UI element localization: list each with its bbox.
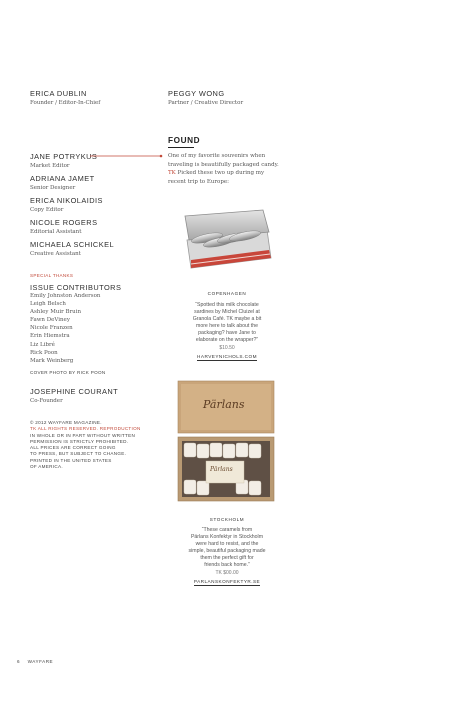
page-number: 6 (17, 659, 21, 664)
contributor: Fawn DeViney (30, 317, 70, 324)
staff-name: ERICA NIKOLAIDIS (30, 196, 103, 205)
item1-link[interactable] (172, 354, 282, 359)
special-thanks-label: SPECIAL THANKS (30, 273, 74, 278)
cover-photo-credit: COVER PHOTO BY RICK POON (30, 370, 106, 375)
item1-city: COPENHAGEN (207, 291, 247, 296)
contributor: Leigh Belsch (30, 301, 66, 308)
staff-erica (30, 196, 103, 213)
staff-role: Creative Assistant (30, 251, 81, 257)
contributor: Liz Libré (30, 341, 55, 348)
quote-line: elaborate on the wrapper?” (195, 337, 259, 344)
box-card-brand: Pärlans (210, 466, 233, 473)
contributor: Ashley Muir Bruin (30, 309, 82, 316)
cofounder (30, 387, 118, 404)
staff-name: JANE POTRYKUS (30, 152, 98, 161)
found-body-text-end: Picked these two up during my recent trip to Europe: (168, 170, 265, 185)
staff-role: Market Editor (30, 163, 70, 169)
staff-name: NICOLE ROGERS (30, 218, 98, 227)
masthead-partner (168, 89, 243, 106)
partner-name: PEGGY WONG (168, 89, 225, 98)
item1-quote (172, 302, 282, 345)
page-footer (17, 659, 53, 664)
legal-line: © 2012 WAYFARE MAGAZINE. (30, 420, 102, 425)
staff-role: Copy Editor (30, 207, 64, 213)
legal-line: PERMISSION IS STRICTLY PROHIBITED. (30, 438, 129, 444)
staff-adriana (30, 174, 95, 191)
legal-line: IN WHOLE OR IN PART WITHOUT WRITTEN (30, 432, 136, 438)
item2-link[interactable] (172, 579, 282, 584)
quote-line: were hard to resist, and the (195, 541, 259, 548)
quote-line: packaging? have Jane to (198, 330, 256, 337)
found-underline (168, 147, 194, 148)
legal-line: ALL PRICES ARE CORRECT GOING (30, 445, 116, 451)
found-body (168, 152, 280, 186)
quote-line: “These caramels from (201, 527, 253, 533)
cofounder-name: JOSEPHINE COURANT (30, 387, 119, 396)
footer-brand: WAYFARE (27, 659, 54, 664)
founder-name: ERICA DUBLIN (30, 89, 87, 98)
partner-role: Partner / Creative Director (168, 100, 244, 106)
sardine-tin-image (177, 208, 277, 276)
legal-line: TO PRESS, BUT SUBJECT TO CHANGE. (30, 451, 127, 457)
contributor: Emily Johnston Anderson (30, 293, 101, 299)
item1-price: $10.50 (219, 345, 235, 351)
legal-line: OF AMERICA. (30, 464, 63, 470)
item2-link-text[interactable]: PARLANSKONFEKTYR.SE (193, 579, 261, 584)
staff-role: Editorial Assistant (30, 229, 82, 235)
contributor: Mark Weinberg (30, 357, 74, 364)
quote-line: sardines by Michel Cluizel at (194, 309, 260, 316)
legal-line: PRINTED IN THE UNITED STATES (30, 457, 112, 463)
founder-role: Founder / Editor-In-Chief (30, 100, 101, 106)
quote-line: Pärlans Konfektyr in Stockholm (190, 534, 264, 541)
quote-line: simple, beautiful packaging made (188, 548, 266, 555)
quote-line: “Spotted this milk chocolate (195, 302, 259, 308)
legal-notice (30, 420, 141, 470)
staff-role: Senior Designer (30, 185, 76, 191)
found-body-text: One of my favorite souvenirs when traveling is beautifully packaged candy. (168, 153, 279, 168)
staff-jane (30, 152, 97, 169)
contributors-list (30, 292, 100, 365)
quote-line: them the perfect gift for (200, 555, 254, 562)
contributor: Nicole Franzen (30, 325, 73, 332)
found-tk: TK (168, 170, 176, 176)
item2-quote (166, 527, 288, 570)
staff-name: MICHAELA SCHICKEL (30, 240, 115, 249)
contributor: Erin Hiemstra (30, 333, 70, 340)
item2-price: TK $00.00 (215, 570, 239, 576)
staff-michaela (30, 240, 114, 257)
masthead-founder (30, 89, 100, 106)
found-title: FOUND (168, 136, 201, 145)
contributors-heading: ISSUE CONTRIBUTORS (30, 283, 122, 292)
callout-line (90, 152, 170, 160)
item1-link-text[interactable]: HARVEYNICHOLS.COM (197, 354, 257, 359)
contributor: Rick Poon (30, 349, 58, 356)
quote-line: friends back home.” (204, 562, 250, 569)
item2-city: STOCKHOLM (209, 517, 245, 522)
cofounder-role: Co-Founder (30, 398, 63, 404)
staff-name: ADRIANA JAMET (30, 174, 95, 183)
quote-line: more here to talk about the (196, 323, 258, 330)
quote-line: Granola Café. TK maybe a bit (192, 316, 262, 323)
box-lid-brand: Pärlans (203, 398, 245, 411)
legal-line: TK ALL RIGHTS RESERVED. REPRODUCTION (30, 426, 141, 432)
staff-nicole (30, 218, 97, 235)
